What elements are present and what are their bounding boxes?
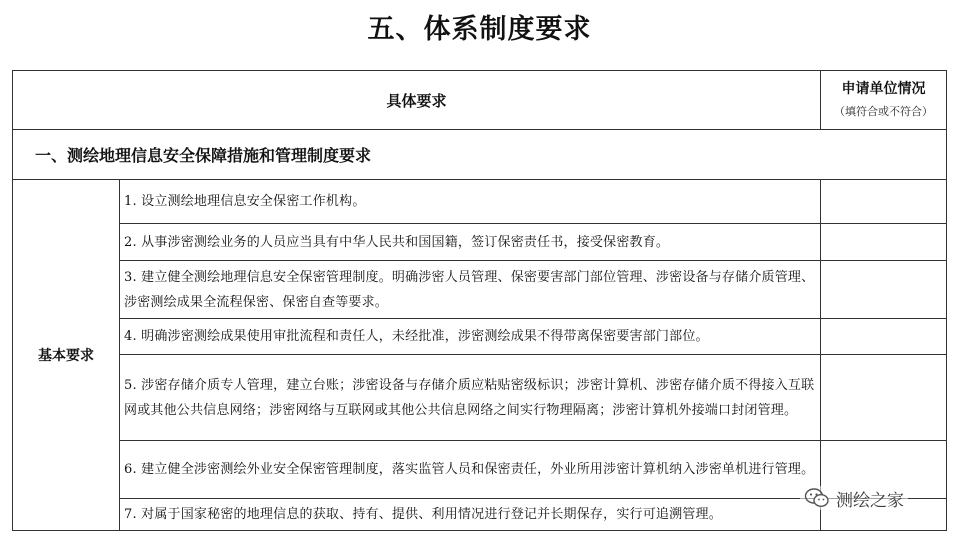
- table-row: [13, 180, 947, 224]
- requirement-item: 4. 明确涉密测绘成果使用审批流程和责任人，未经批准，涉密测绘成果不得带离保密要害部门部位。: [120, 319, 821, 355]
- requirements-table: [12, 70, 947, 531]
- status-input-cell[interactable]: [821, 319, 947, 355]
- table-row: [13, 355, 947, 441]
- requirement-item: 1. 设立测绘地理信息安全保密工作机构。: [120, 180, 821, 224]
- section-heading: 一、测绘地理信息安全保障措施和管理制度要求: [13, 130, 947, 180]
- status-input-cell[interactable]: [821, 180, 947, 224]
- header-status: [821, 71, 947, 130]
- wechat-icon: [804, 487, 830, 509]
- header-status-note: （填符合或不符合）: [834, 105, 934, 118]
- watermark-text: 测绘之家: [836, 490, 904, 511]
- requirement-item: 7. 对属于国家秘密的地理信息的获取、持有、提供、利用情况进行登记并长期保存，实行可追溯管理。: [120, 499, 821, 531]
- header-requirements: 具体要求: [13, 71, 821, 130]
- requirement-item: 2. 从事涉密测绘业务的人员应当具有中华人民共和国国籍，签订保密责任书，接受保密教育。: [120, 224, 821, 261]
- table-row: [13, 319, 947, 355]
- category-label: 基本要求: [13, 180, 120, 531]
- table-row: [13, 261, 947, 319]
- watermark: [800, 486, 908, 510]
- section-row: [13, 130, 947, 180]
- requirement-item: 5. 涉密存储介质专人管理，建立台账；涉密设备与存储介质应粘贴密级标识；涉密计算机、涉密存储介质不得接入互联网或其他公共信息网络；涉密网络与互联网或其他公共信息网络之间实行物理隔离；涉密计算机外接端口封闭管理。: [120, 355, 821, 441]
- status-input-cell[interactable]: [821, 224, 947, 261]
- header-status-title: 申请单位情况: [841, 81, 926, 97]
- page-title: 五、体系制度要求: [367, 14, 592, 45]
- table-row: [13, 224, 947, 261]
- status-input-cell[interactable]: [821, 261, 947, 319]
- requirement-item: 3. 建立健全测绘地理信息安全保密管理制度。明确涉密人员管理、保密要害部门部位管理、涉密设备与存储介质管理、涉密测绘成果全流程保密、保密自查等要求。: [120, 261, 821, 319]
- status-input-cell[interactable]: [821, 355, 947, 441]
- table-header-row: [13, 71, 947, 130]
- requirement-item: 6. 建立健全涉密测绘外业安全保密管理制度，落实监管人员和保密责任，外业所用涉密计算机纳入涉密单机进行管理。: [120, 441, 821, 499]
